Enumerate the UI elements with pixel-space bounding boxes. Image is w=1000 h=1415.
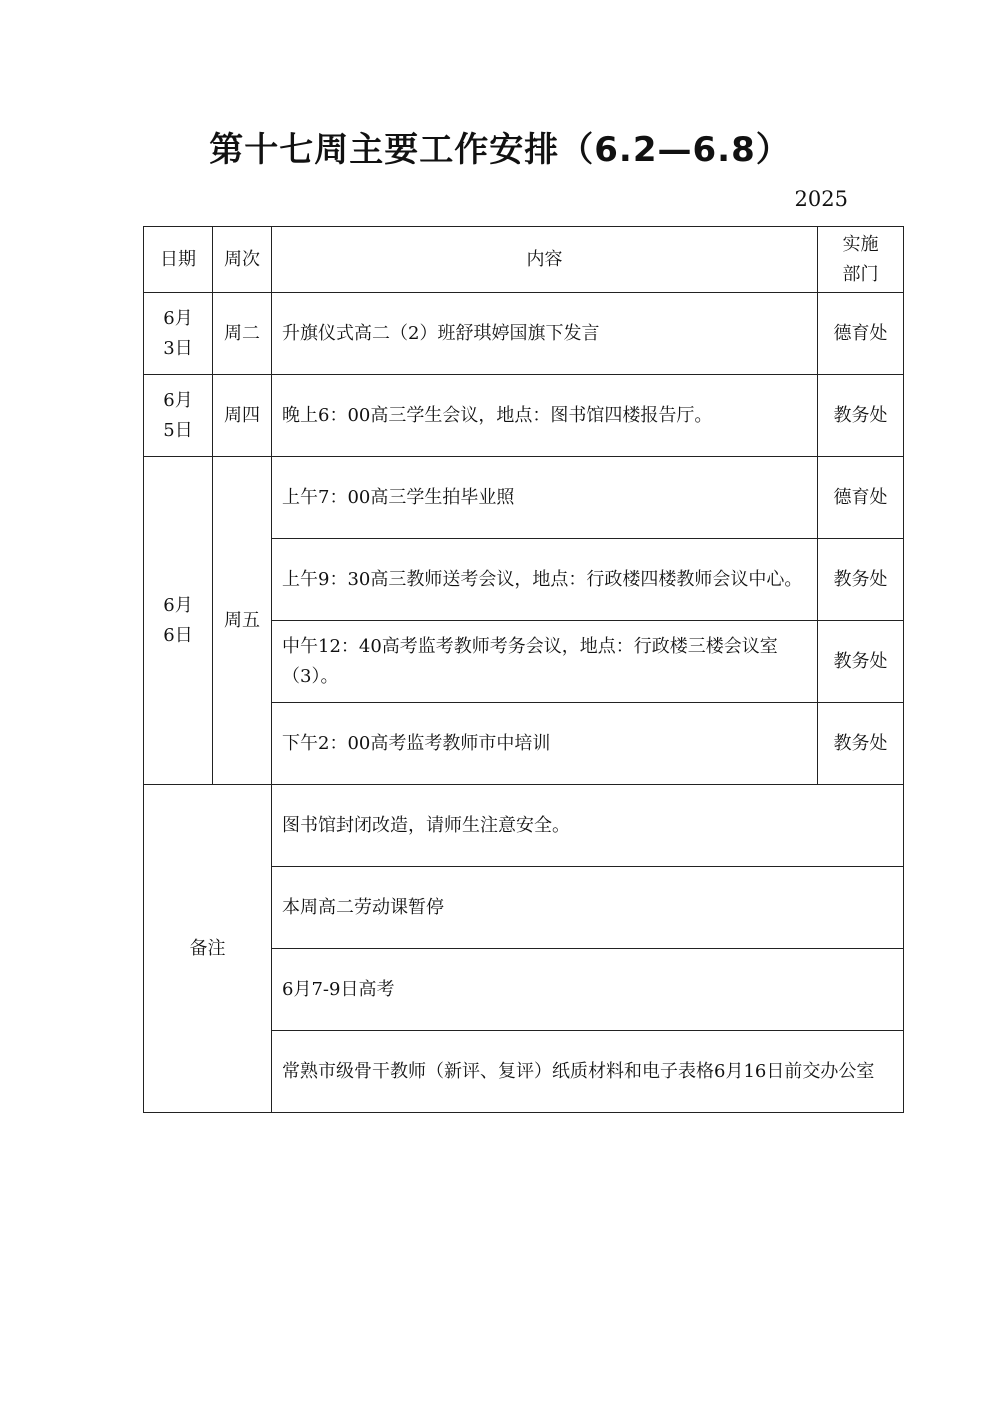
weekday-cell: 周二 (213, 293, 272, 375)
date-cell (144, 293, 213, 375)
dept-cell: 教务处 (818, 539, 904, 621)
date-day: 3日 (163, 337, 193, 359)
weekday-cell: 周四 (213, 375, 272, 457)
table-row (144, 375, 904, 457)
schedule-table (143, 226, 904, 1113)
weekday-cell: 周五 (213, 457, 272, 785)
dept-cell: 教务处 (818, 375, 904, 457)
note-item: 本周高二劳动课暂停 (272, 867, 904, 949)
date-cell (144, 375, 213, 457)
header-date: 日期 (144, 227, 213, 293)
year-label: 2025 (794, 187, 848, 211)
dept-cell: 德育处 (818, 293, 904, 375)
dept-cell: 教务处 (818, 703, 904, 785)
header-row (144, 227, 904, 293)
note-item: 图书馆封闭改造，请师生注意安全。 (272, 785, 904, 867)
table-row (144, 457, 904, 539)
page-title: 第十七周主要工作安排（6.2—6.8） (209, 130, 791, 170)
content-cell: 上午7：00高三学生拍毕业照 (272, 457, 818, 539)
note-item: 6月7-9日高考 (272, 949, 904, 1031)
notes-label: 备注 (144, 785, 272, 1113)
header-weekday: 周次 (213, 227, 272, 293)
content-cell: 晚上6：00高三学生会议，地点：图书馆四楼报告厅。 (272, 375, 818, 457)
header-dept (818, 227, 904, 293)
date-cell (144, 457, 213, 785)
header-content: 内容 (272, 227, 818, 293)
dept-cell: 教务处 (818, 621, 904, 703)
content-cell: 上午9：30高三教师送考会议，地点：行政楼四楼教师会议中心。 (272, 539, 818, 621)
date-day: 5日 (163, 419, 193, 441)
dept-cell: 德育处 (818, 457, 904, 539)
date-month: 6月 (163, 389, 193, 411)
content-cell: 中午12：40高考监考教师考务会议，地点：行政楼三楼会议室（3）。 (272, 621, 818, 703)
date-month: 6月 (163, 307, 193, 329)
header-dept-line2: 部门 (842, 263, 879, 285)
date-month: 6月 (163, 594, 193, 616)
table-row (144, 293, 904, 375)
content-cell: 下午2：00高考监考教师市中培训 (272, 703, 818, 785)
header-dept-line1: 实施 (842, 233, 879, 255)
notes-row (144, 785, 904, 867)
content-cell: 升旗仪式高二（2）班舒琪婷国旗下发言 (272, 293, 818, 375)
note-item: 常熟市级骨干教师（新评、复评）纸质材料和电子表格6月16日前交办公室 (272, 1031, 904, 1113)
date-day: 6日 (163, 624, 193, 646)
